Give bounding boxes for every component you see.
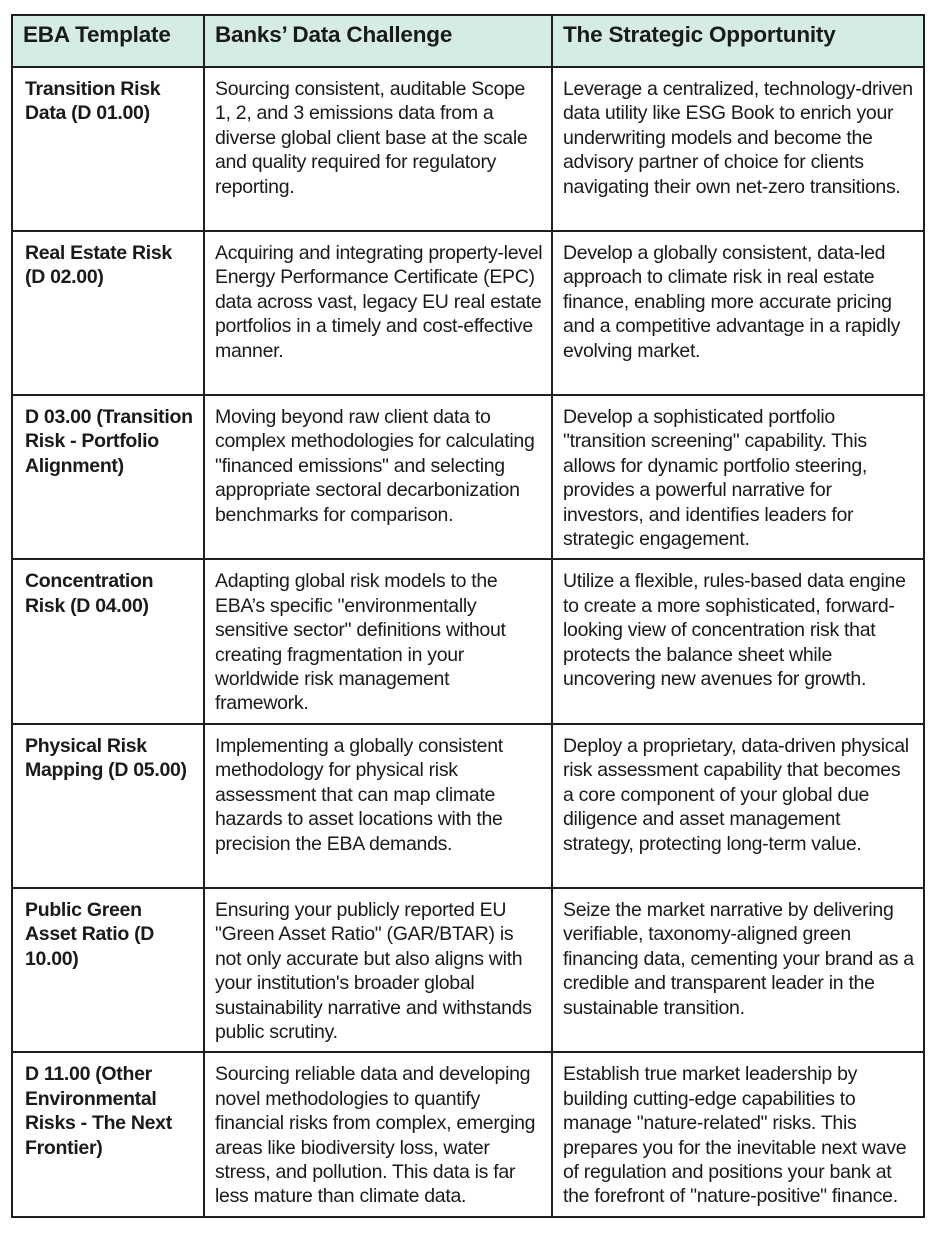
opportunity-cell: Develop a sophisticated portfolio "transition screening" capability. This allows for dynamic portfolio steering, provides a powerful narrative for investors, and identifies leaders for strategic engagement. (552, 395, 924, 559)
template-cell: Concentration Risk (D 04.00) (12, 559, 204, 723)
opportunity-cell: Utilize a flexible, rules-based data engine to create a more sophisticated, forward-looking view of concentration risk that protects the balance sheet while uncovering new avenues for growth. (552, 559, 924, 723)
table-row (12, 724, 924, 888)
template-cell: Public Green Asset Ratio (D 10.00) (12, 888, 204, 1052)
table-row (12, 888, 924, 1052)
opportunity-cell: Establish true market leadership by building cutting-edge capabilities to manage "nature-related" risks. This prepares you for the inevitable next wave of regulation and positions your bank at the forefront of "nature-positive" finance. (552, 1052, 924, 1216)
table-row (12, 231, 924, 395)
opportunity-cell: Seize the market narrative by delivering verifiable, taxonomy-aligned green financing data, cementing your brand as a credible and transparent leader in the sustainable transition. (552, 888, 924, 1052)
challenge-cell: Sourcing consistent, auditable Scope 1, 2, and 3 emissions data from a diverse global client base at the scale and quality required for regulatory reporting. (204, 67, 552, 231)
table-row (12, 67, 924, 231)
challenge-cell: Implementing a globally consistent methodology for physical risk assessment that can map climate hazards to asset locations with the precision the EBA demands. (204, 724, 552, 888)
template-cell: Transition Risk Data (D 01.00) (12, 67, 204, 231)
eba-template-table-container (11, 14, 923, 1218)
challenge-cell: Moving beyond raw client data to complex methodologies for calculating "financed emissions" and selecting appropriate sectoral decarbonization benchmarks for comparison. (204, 395, 552, 559)
challenge-cell: Acquiring and integrating property-level Energy Performance Certificate (EPC) data across vast, legacy EU real estate portfolios in a timely and cost-effective manner. (204, 231, 552, 395)
challenge-cell: Sourcing reliable data and developing novel methodologies to quantify financial risks from complex, emerging areas like biodiversity loss, water stress, and pollution. This data is far less mature than climate data. (204, 1052, 552, 1216)
challenge-cell: Ensuring your publicly reported EU "Green Asset Ratio" (GAR/BTAR) is not only accurate but also aligns with your institution's broader global sustainability narrative and withstands public scrutiny. (204, 888, 552, 1052)
template-cell: Physical Risk Mapping (D 05.00) (12, 724, 204, 888)
template-cell: D 11.00 (Other Environmental Risks - The Next Frontier) (12, 1052, 204, 1216)
opportunity-cell: Deploy a proprietary, data-driven physical risk assessment capability that becomes a core component of your global due diligence and asset management strategy, protecting long-term value. (552, 724, 924, 888)
eba-template-table (11, 14, 925, 1218)
opportunity-cell: Develop a globally consistent, data-led approach to climate risk in real estate finance, enabling more accurate pricing and a competitive advantage in a rapidly evolving market. (552, 231, 924, 395)
header-strategic-opportunity: The Strategic Opportunity (552, 15, 924, 67)
header-eba-template: EBA Template (12, 15, 204, 67)
template-cell: D 03.00 (Transition Risk - Portfolio Alignment) (12, 395, 204, 559)
template-cell: Real Estate Risk (D 02.00) (12, 231, 204, 395)
header-banks-data-challenge: Banks’ Data Challenge (204, 15, 552, 67)
table-row (12, 559, 924, 723)
table-row (12, 1052, 924, 1216)
table-row (12, 395, 924, 559)
table-header-row (12, 15, 924, 67)
opportunity-cell: Leverage a centralized, technology-driven data utility like ESG Book to enrich your underwriting models and become the advisory partner of choice for clients navigating their own net-zero transitions. (552, 67, 924, 231)
challenge-cell: Adapting global risk models to the EBA’s specific "environmentally sensitive sector" definitions without creating fragmentation in your worldwide risk management framework. (204, 559, 552, 723)
